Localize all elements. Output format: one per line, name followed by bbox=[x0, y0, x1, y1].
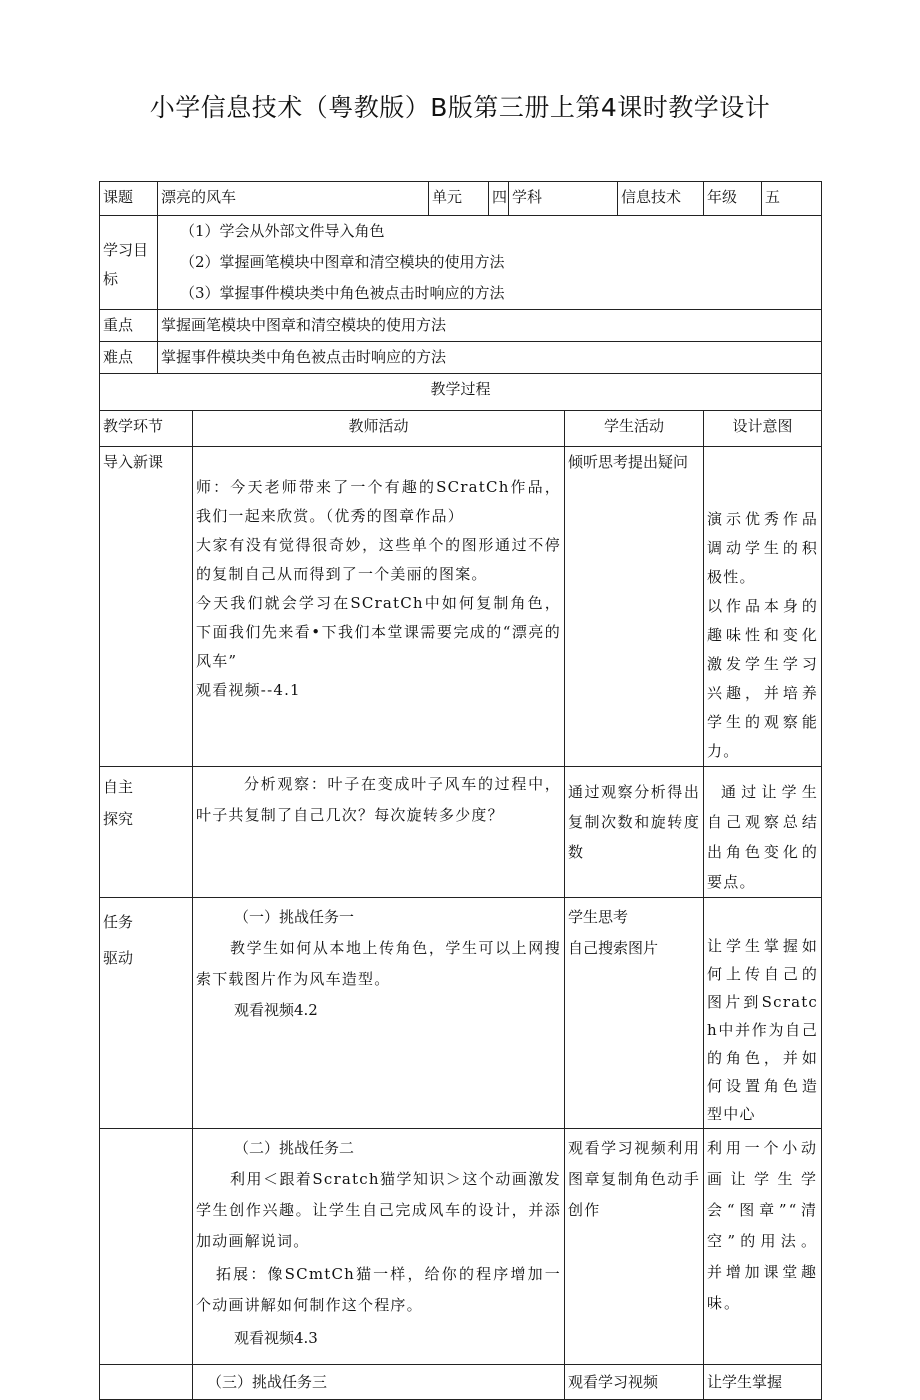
intro-teacher-line: 师：今天老师带来了一个有趣的SCratCh作品，我们一起来欣赏。（优秀的图章作品） bbox=[196, 478, 562, 525]
task2-row bbox=[100, 1129, 822, 1365]
explore-label-1: 自主 bbox=[103, 778, 134, 796]
intro-label: 导入新课 bbox=[100, 447, 193, 767]
task3-row bbox=[100, 1365, 822, 1400]
objective-item: （3）掌握事件模块类中角色被点击时响应的方法 bbox=[180, 284, 505, 302]
process-title-row bbox=[100, 374, 822, 411]
intro-teacher-line: 大家有没有觉得很奇妙，这些单个的图形通过不停的复制自己从而得到了一个美丽的图案。 bbox=[196, 536, 562, 583]
explore-student: 通过观察分析得出复制次数和旋转度数 bbox=[565, 767, 704, 898]
key-point-label: 重点 bbox=[100, 310, 158, 342]
intro-intent-line: 以作品本身的趣味性和变化激发学生学习兴趣，并培养学生的观察能力。 bbox=[707, 597, 819, 760]
key-point-value: 掌握画笔模块中图章和清空模块的使用方法 bbox=[158, 310, 822, 342]
column-header-intent: 设计意图 bbox=[704, 411, 822, 447]
task1-student-line: 学生思考 bbox=[568, 908, 629, 926]
task2-intent: 利用一个小动画让学生学会“图章”“清空”的用法。并增加课堂趣味。 bbox=[704, 1129, 822, 1365]
objectives-row bbox=[100, 216, 822, 310]
objectives-label-2: 标 bbox=[103, 270, 119, 288]
intro-teacher-line: 观看视频--4.1 bbox=[196, 681, 301, 699]
difficulty-label: 难点 bbox=[100, 342, 158, 374]
task2-heading: （二）挑战任务二 bbox=[234, 1139, 355, 1157]
task1-video: 观看视频4.2 bbox=[234, 1001, 318, 1019]
grade-value: 五 bbox=[762, 182, 822, 216]
task3-stage-cell bbox=[100, 1365, 193, 1400]
objective-item: （1）学会从外部文件导入角色 bbox=[180, 222, 385, 240]
difficulty-value: 掌握事件模块类中角色被点击时响应的方法 bbox=[158, 342, 822, 374]
topic-label: 课题 bbox=[100, 182, 158, 216]
task1-student-line: 自己搜索图片 bbox=[568, 939, 659, 957]
intro-student: 倾听思考提出疑问 bbox=[565, 447, 704, 767]
task3-student: 观看学习视频 bbox=[565, 1365, 704, 1400]
intro-teacher-line: 今天我们就会学习在SCratCh中如何复制角色，下面我们先来看•下我们本堂课需要完成的“漂亮的风车” bbox=[196, 594, 562, 670]
task1-heading: （一）挑战任务一 bbox=[234, 908, 355, 926]
task2-stage-cell bbox=[100, 1129, 193, 1365]
task3-intent: 让学生掌握 bbox=[704, 1365, 822, 1400]
intro-row bbox=[100, 447, 822, 767]
column-header-teacher: 教师活动 bbox=[193, 411, 565, 447]
grade-label: 年级 bbox=[704, 182, 762, 216]
info-row bbox=[100, 182, 822, 216]
process-title: 教学过程 bbox=[100, 374, 822, 411]
unit-value: 四 bbox=[489, 182, 509, 216]
topic-value: 漂亮的风车 bbox=[158, 182, 429, 216]
column-header-student: 学生活动 bbox=[565, 411, 704, 447]
task1-intent: 让学生掌握如何上传自己的图片到Scratch中并作为自己的角色，并如何设置角色造型中心 bbox=[704, 898, 822, 1129]
difficulty-row bbox=[100, 342, 822, 374]
explore-row bbox=[100, 767, 822, 898]
explore-label-2: 探究 bbox=[103, 810, 134, 828]
subject-label: 学科 bbox=[509, 182, 618, 216]
task-label-1: 任务 bbox=[103, 913, 134, 931]
task2-student: 观看学习视频利用图章复制角色动手创作 bbox=[565, 1129, 704, 1365]
task1-body: 教学生如何从本地上传角色，学生可以上网搜索下载图片作为风车造型。 bbox=[196, 939, 562, 988]
task-label-2: 驱动 bbox=[103, 949, 134, 967]
column-header-row bbox=[100, 411, 822, 447]
intro-intent-line: 演示优秀作品调动学生的积极性。 bbox=[707, 510, 819, 586]
objectives-label-1: 学习目 bbox=[103, 241, 149, 259]
key-point-row bbox=[100, 310, 822, 342]
task1-row bbox=[100, 898, 822, 1129]
task2-extend: 拓展：像SCmtCh猫一样，给你的程序增加一个动画讲解如何制作这个程序。 bbox=[196, 1265, 562, 1314]
objective-item: （2）掌握画笔模块中图章和清空模块的使用方法 bbox=[180, 253, 505, 271]
explore-intent: 通过让学生自己观察总结出角色变化的要点。 bbox=[704, 767, 822, 898]
unit-label: 单元 bbox=[429, 182, 489, 216]
column-header-stage: 教学环节 bbox=[100, 411, 193, 447]
page-title: 小学信息技术（粤教版）B版第三册上第4课时教学设计 bbox=[149, 93, 771, 122]
lesson-plan-table bbox=[99, 181, 822, 1400]
task3-heading: （三）挑战任务三 bbox=[193, 1365, 565, 1400]
subject-value: 信息技术 bbox=[618, 182, 704, 216]
task2-video: 观看视频4.3 bbox=[234, 1329, 318, 1347]
task2-body: 利用＜跟着Scratch猫学知识＞这个动画激发学生创作兴趣。让学生自己完成风车的设计，并添加动画解说词。 bbox=[196, 1170, 562, 1250]
explore-teacher: 分析观察：叶子在变成叶子风车的过程中，叶子共复制了自己几次？每次旋转多少度？ bbox=[193, 767, 565, 898]
